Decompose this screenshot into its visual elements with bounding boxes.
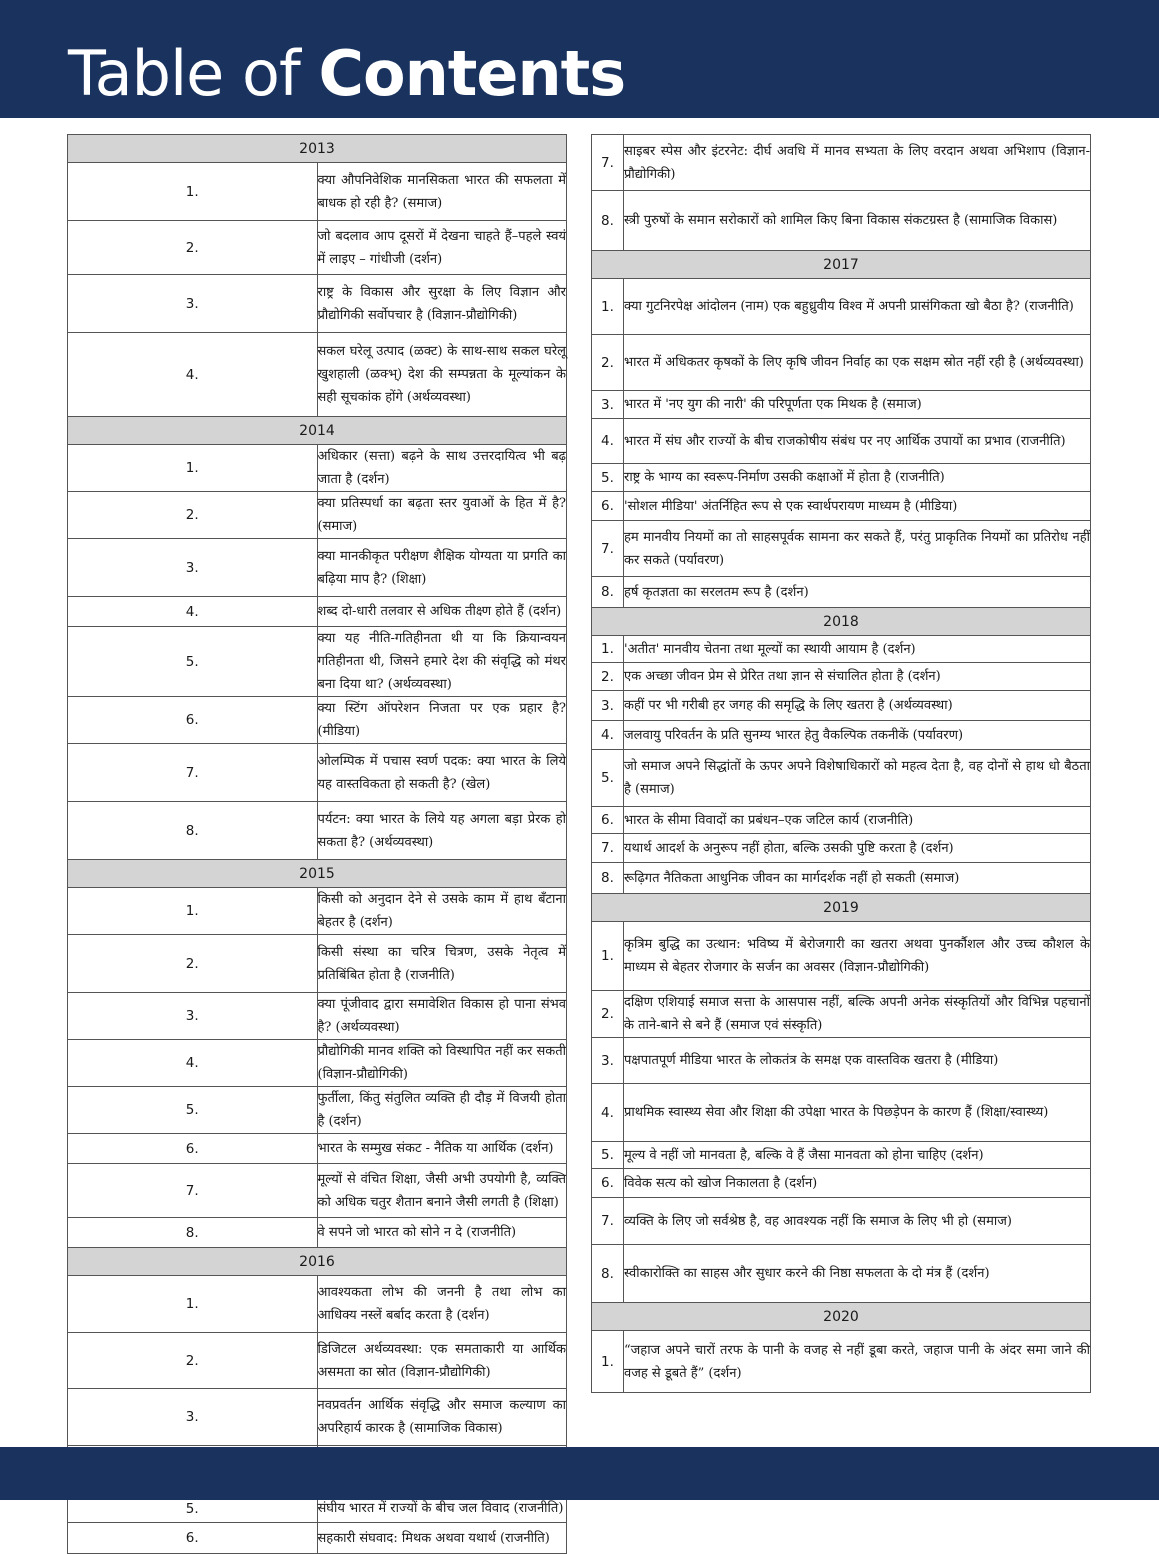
item-number: 4.: [68, 1040, 318, 1087]
item-number: 8.: [592, 863, 624, 894]
toc-row: [592, 1331, 1091, 1393]
year-header-row: [68, 1248, 567, 1276]
item-number: 1.: [592, 636, 624, 663]
toc-row: [68, 1523, 567, 1554]
toc-row: [68, 697, 567, 744]
item-number: 8.: [68, 1218, 318, 1248]
essay-topic: भारत के सीमा विवादों का प्रबंधन–एक जटिल कार्य (राजनीति): [624, 807, 1091, 834]
essay-topic: हर्ष कृतज्ञता का सरलतम रूप है (दर्शन): [624, 577, 1091, 608]
essay-topic: राष्ट्र के विकास और सुरक्षा के लिए विज्ञान और प्रौद्योगिकी सर्वोपचार है (विज्ञान-प्रौद्योगिकी): [317, 275, 567, 333]
item-number: 1.: [592, 279, 624, 335]
essay-topic: किसी को अनुदान देने से उसके काम में हाथ बँटाना बेहतर है (दर्शन): [317, 888, 567, 935]
essay-topic: अधिकार (सत्ता) बढ़ने के साथ उत्तरदायित्व भी बढ़ जाता है (दर्शन): [317, 445, 567, 492]
essay-topic: 'सोशल मीडिया' अंतर्निहित रूप से एक स्वार्थपरायण माध्यम है (मीडिया): [624, 492, 1091, 521]
toc-row: [592, 863, 1091, 894]
item-number: 6.: [592, 1169, 624, 1198]
essay-topic: पर्यटन: क्या भारत के लिये यह अगला बड़ा प्रेरक हो सकता है? (अर्थव्यवस्था): [317, 802, 567, 860]
year-label: 2020: [592, 1303, 1091, 1331]
toc-row: [592, 135, 1091, 191]
toc-row: [68, 744, 567, 802]
essay-topic: 'अतीत' मानवीय चेतना तथा मूल्यों का स्थायी आयाम है (दर्शन): [624, 636, 1091, 663]
year-label: 2017: [592, 251, 1091, 279]
year-label: 2018: [592, 608, 1091, 636]
toc-row: [592, 419, 1091, 464]
essay-topic: आवश्यकता लोभ की जननी है तथा लोभ का आधिक्य नस्लें बर्बाद करता है (दर्शन): [317, 1276, 567, 1333]
item-number: 5.: [592, 1142, 624, 1169]
toc-row: [592, 1038, 1091, 1084]
item-number: 1.: [68, 1276, 318, 1333]
item-number: 2.: [592, 991, 624, 1038]
toc-row: [68, 333, 567, 417]
toc-row: [68, 275, 567, 333]
essay-topic: यथार्थ आदर्श के अनुरूप नहीं होता, बल्कि उसकी पुष्टि करता है (दर्शन): [624, 834, 1091, 863]
essay-topic: भारत में 'नए युग की नारी' की परिपूर्णता एक मिथक है (समाज): [624, 391, 1091, 419]
toc-row: [592, 492, 1091, 521]
toc-row: [592, 1142, 1091, 1169]
essay-topic: साइबर स्पेस और इंटरनेट: दीर्घ अवधि में मानव सभ्यता के लिए वरदान अथवा अभिशाप (विज्ञान-प्रौद्योगिकी): [624, 135, 1091, 191]
essay-topic: पक्षपातपूर्ण मीडिया भारत के लोकतंत्र के समक्ष एक वास्तविक खतरा है (मीडिया): [624, 1038, 1091, 1084]
essay-topic: क्या औपनिवेशिक मानसिकता भारत की सफलता में बाधक हो रही है? (समाज): [317, 163, 567, 221]
header-banner: [0, 0, 1159, 118]
essay-topic: डिजिटल अर्थव्यवस्था: एक समताकारी या आर्थिक असमता का स्रोत (विज्ञान-प्रौद्योगिकी): [317, 1333, 567, 1389]
toc-row: [68, 221, 567, 275]
year-label: 2019: [592, 894, 1091, 922]
toc-row: [68, 1134, 567, 1164]
essay-topic: स्वीकारोक्ति का साहस और सुधार करने की निष्ठा सफलता के दो मंत्र हैं (दर्शन): [624, 1245, 1091, 1303]
toc-row: [592, 922, 1091, 991]
toc-row: [592, 1084, 1091, 1142]
essay-topic: शब्द दो-धारी तलवार से अधिक तीक्ष्ण होते हैं (दर्शन): [317, 597, 567, 627]
essay-topic: क्या मानकीकृत परीक्षण शैक्षिक योग्यता या प्रगति का बढ़िया माप है? (शिक्षा): [317, 539, 567, 597]
toc-row: [592, 335, 1091, 391]
item-number: 5.: [68, 627, 318, 697]
year-header-row: [68, 860, 567, 888]
item-number: 6.: [68, 1134, 318, 1164]
item-number: 5.: [592, 750, 624, 807]
toc-row: [592, 1198, 1091, 1245]
year-header-row: [592, 608, 1091, 636]
page-title: [68, 36, 625, 112]
essay-topic: विवेक सत्य को खोज निकालता है (दर्शन): [624, 1169, 1091, 1198]
item-number: 1.: [68, 163, 318, 221]
essay-topic: क्या स्टिंग ऑपरेशन निजता पर एक प्रहार है? (मीडिया): [317, 697, 567, 744]
essay-topic: कृत्रिम बुद्धि का उत्थान: भविष्य में बेरोजगारी का खतरा अथवा पुनर्कौशल और उच्च कौशल के माध्यम से बेहतर रोजगार के सर्जन का अवसर (विज्ञान-प्रौद्योगिकी): [624, 922, 1091, 991]
essay-topic: जलवायु परिवर्तन के प्रति सुनम्य भारत हेतु वैकल्पिक तकनीकें (पर्यावरण): [624, 721, 1091, 750]
item-number: 7.: [592, 135, 624, 191]
toc-row: [592, 691, 1091, 721]
essay-topic: भारत में अधिकतर कृषकों के लिए कृषि जीवन निर्वाह का एक सक्षम स्रोत नहीं रही है (अर्थव्यवस्था): [624, 335, 1091, 391]
essay-topic: जो बदलाव आप दूसरों में देखना चाहते हैं–पहले स्वयं में लाइए – गांधीजी (दर्शन): [317, 221, 567, 275]
item-number: 2.: [68, 492, 318, 539]
essay-topic: क्या यह नीति-गतिहीनता थी या कि क्रियान्वयन गतिहीनता थी, जिसने हमारे देश की संवृद्धि को मंथर बना दिया था? (अर्थव्यवस्था): [317, 627, 567, 697]
essay-topic: नवप्रवर्तन आर्थिक संवृद्धि और समाज कल्याण का अपरिहार्य कारक है (सामाजिक विकास): [317, 1389, 567, 1446]
item-number: 8.: [68, 802, 318, 860]
toc-row: [68, 627, 567, 697]
item-number: 2.: [68, 221, 318, 275]
item-number: 7.: [592, 1198, 624, 1245]
essay-topic: फुर्तीला, किंतु संतुलित व्यक्ति ही दौड़ में विजयी होता है (दर्शन): [317, 1087, 567, 1134]
toc-row: [592, 834, 1091, 863]
toc-row: [68, 445, 567, 492]
year-header-row: [592, 894, 1091, 922]
essay-topic: “जहाज अपने चारों तरफ के पानी के वजह से नहीं डूबा करते, जहाज पानी के अंदर समा जाने की वजह से डूबते हैं” (दर्शन): [624, 1331, 1091, 1393]
item-number: 3.: [68, 275, 318, 333]
item-number: 6.: [68, 1523, 318, 1554]
item-number: 5.: [592, 464, 624, 492]
toc-row: [68, 1164, 567, 1218]
item-number: 1.: [592, 1331, 624, 1393]
essay-topic: दक्षिण एशियाई समाज सत्ता के आसपास नहीं, बल्कि अपनी अनेक संस्कृतियों और विभिन्न पहचानों के ताने-बाने से बने हैं (समाज एवं संस्कृति): [624, 991, 1091, 1038]
item-number: 8.: [592, 191, 624, 251]
item-number: 7.: [592, 521, 624, 577]
year-label: 2014: [68, 417, 567, 445]
essay-topic: किसी संस्था का चरित्र चित्रण, उसके नेतृत्व में प्रतिबिंबित होता है (राजनीति): [317, 935, 567, 993]
essay-topic: एक अच्छा जीवन प्रेम से प्रेरित तथा ज्ञान से संचालित होता है (दर्शन): [624, 663, 1091, 691]
item-number: 2.: [68, 935, 318, 993]
title-light: Table of: [68, 37, 300, 110]
toc-row: [592, 636, 1091, 663]
toc-row: [68, 1276, 567, 1333]
item-number: 3.: [592, 391, 624, 419]
item-number: 4.: [68, 333, 318, 417]
toc-left-column: [67, 134, 567, 1554]
toc-row: [592, 1169, 1091, 1198]
item-number: 6.: [592, 492, 624, 521]
essay-topic: हम मानवीय नियमों का तो साहसपूर्वक सामना कर सकते हैं, परंतु प्राकृतिक नियमों का प्रतिरोध नहीं कर सकते (पर्यावरण): [624, 521, 1091, 577]
toc-row: [592, 991, 1091, 1038]
item-number: 8.: [592, 1245, 624, 1303]
essay-topic: कहीं पर भी गरीबी हर जगह की समृद्धि के लिए खतरा है (अर्थव्यवस्था): [624, 691, 1091, 721]
item-number: 3.: [592, 1038, 624, 1084]
item-number: 2.: [592, 663, 624, 691]
toc-row: [68, 1218, 567, 1248]
year-header-row: [592, 251, 1091, 279]
toc-row: [592, 521, 1091, 577]
toc-row: [592, 191, 1091, 251]
essay-topic: भारत के सम्मुख संकट - नैतिक या आर्थिक (दर्शन): [317, 1134, 567, 1164]
toc-row: [592, 1245, 1091, 1303]
toc-table-right: [591, 134, 1091, 1393]
toc-row: [68, 492, 567, 539]
toc-row: [68, 802, 567, 860]
item-number: 6.: [68, 697, 318, 744]
toc-row: [68, 1333, 567, 1389]
toc-row: [592, 391, 1091, 419]
toc-row: [592, 807, 1091, 834]
toc-right-column: [591, 134, 1091, 1393]
item-number: 7.: [68, 744, 318, 802]
toc-table-left: [67, 134, 567, 1554]
toc-row: [68, 1087, 567, 1134]
toc-row: [592, 663, 1091, 691]
toc-row: [592, 279, 1091, 335]
item-number: 4.: [68, 597, 318, 627]
toc-row: [68, 539, 567, 597]
item-number: 1.: [68, 445, 318, 492]
toc-row: [592, 721, 1091, 750]
year-header-row: [68, 417, 567, 445]
essay-topic: व्यक्ति के लिए जो सर्वश्रेष्ठ है, वह आवश्यक नहीं कि समाज के लिए भी हो (समाज): [624, 1198, 1091, 1245]
toc-row: [68, 888, 567, 935]
toc-row: [592, 577, 1091, 608]
toc-row: [68, 1389, 567, 1446]
item-number: 1.: [592, 922, 624, 991]
essay-topic: सहकारी संघवाद: मिथक अथवा यथार्थ (राजनीति): [317, 1523, 567, 1554]
item-number: 1.: [68, 888, 318, 935]
essay-topic: प्रौद्योगिकी मानव शक्ति को विस्थापित नहीं कर सकती (विज्ञान-प्रौद्योगिकी): [317, 1040, 567, 1087]
item-number: 7.: [592, 834, 624, 863]
item-number: 7.: [68, 1164, 318, 1218]
essay-topic: मूल्यों से वंचित शिक्षा, जैसी अभी उपयोगी है, व्यक्ति को अधिक चतुर शैतान बनाने जैसी लगती है (शिक्षा): [317, 1164, 567, 1218]
item-number: 4.: [592, 1084, 624, 1142]
essay-topic: ओलम्पिक में पचास स्वर्ण पदक: क्या भारत के लिये यह वास्तविकता हो सकती है? (खेल): [317, 744, 567, 802]
year-label: 2016: [68, 1248, 567, 1276]
essay-topic: संघीय भारत में राज्यों के बीच जल विवाद (राजनीति): [317, 1495, 567, 1523]
item-number: 6.: [592, 807, 624, 834]
essay-topic: राष्ट्र के भाग्य का स्वरूप-निर्माण उसकी कक्षाओं में होता है (राजनीति): [624, 464, 1091, 492]
item-number: 3.: [592, 691, 624, 721]
item-number: 5.: [68, 1087, 318, 1134]
essay-topic: सकल घरेलू उत्पाद (ळक्ट) के साथ-साथ सकल घरेलू खुशहाली (ळक्भ्) देश की सम्पन्नता के मूल्यांकन के सही सूचकांक होंगे (अर्थव्यवस्था): [317, 333, 567, 417]
essay-topic: रूढ़िगत नैतिकता आधुनिक जीवन का मार्गदर्शक नहीं हो सकती (समाज): [624, 863, 1091, 894]
toc-row: [68, 993, 567, 1040]
essay-topic: क्या गुटनिरपेक्ष आंदोलन (नाम) एक बहुध्रुवीय विश्व में अपनी प्रासंगिकता खो बैठा है? (राजनीति): [624, 279, 1091, 335]
toc-row: [68, 163, 567, 221]
toc-row: [592, 750, 1091, 807]
item-number: 3.: [68, 1389, 318, 1446]
item-number: 2.: [68, 1333, 318, 1389]
item-number: 2.: [592, 335, 624, 391]
essay-topic: प्राथमिक स्वास्थ्य सेवा और शिक्षा की उपेक्षा भारत के पिछड़ेपन के कारण हैं (शिक्षा/स्वास्थ्य): [624, 1084, 1091, 1142]
year-label: 2013: [68, 135, 567, 163]
toc-row: [592, 464, 1091, 492]
item-number: 4.: [592, 419, 624, 464]
toc-row: [68, 1040, 567, 1087]
item-number: 5.: [68, 1495, 318, 1523]
essay-topic: स्त्री पुरुषों के समान सरोकारों को शामिल किए बिना विकास संकटग्रस्त है (सामाजिक विकास): [624, 191, 1091, 251]
essay-topic: क्या पूंजीवाद द्वारा समावेशित विकास हो पाना संभव है? (अर्थव्यवस्था): [317, 993, 567, 1040]
essay-topic: जो समाज अपने सिद्धांतों के ऊपर अपने विशेषाधिकारों को महत्व देता है, वह दोनों से हाथ धो बैठता है (समाज): [624, 750, 1091, 807]
year-header-row: [592, 1303, 1091, 1331]
toc-row: [68, 597, 567, 627]
essay-topic: क्या प्रतिस्पर्धा का बढ़ता स्तर युवाओं के हित में है? (समाज): [317, 492, 567, 539]
item-number: 3.: [68, 539, 318, 597]
item-number: 4.: [592, 721, 624, 750]
title-bold: Contents: [318, 37, 626, 110]
footer-bar: [0, 1447, 1159, 1500]
item-number: 8.: [592, 577, 624, 608]
year-header-row: [68, 135, 567, 163]
item-number: 3.: [68, 993, 318, 1040]
essay-topic: मूल्य वे नहीं जो मानवता है, बल्कि वे हैं जैसा मानवता को होना चाहिए (दर्शन): [624, 1142, 1091, 1169]
essay-topic: भारत में संघ और राज्यों के बीच राजकोषीय संबंध पर नए आर्थिक उपायों का प्रभाव (राजनीति): [624, 419, 1091, 464]
toc-row: [68, 935, 567, 993]
year-label: 2015: [68, 860, 567, 888]
essay-topic: वे सपने जो भारत को सोने न दे (राजनीति): [317, 1218, 567, 1248]
